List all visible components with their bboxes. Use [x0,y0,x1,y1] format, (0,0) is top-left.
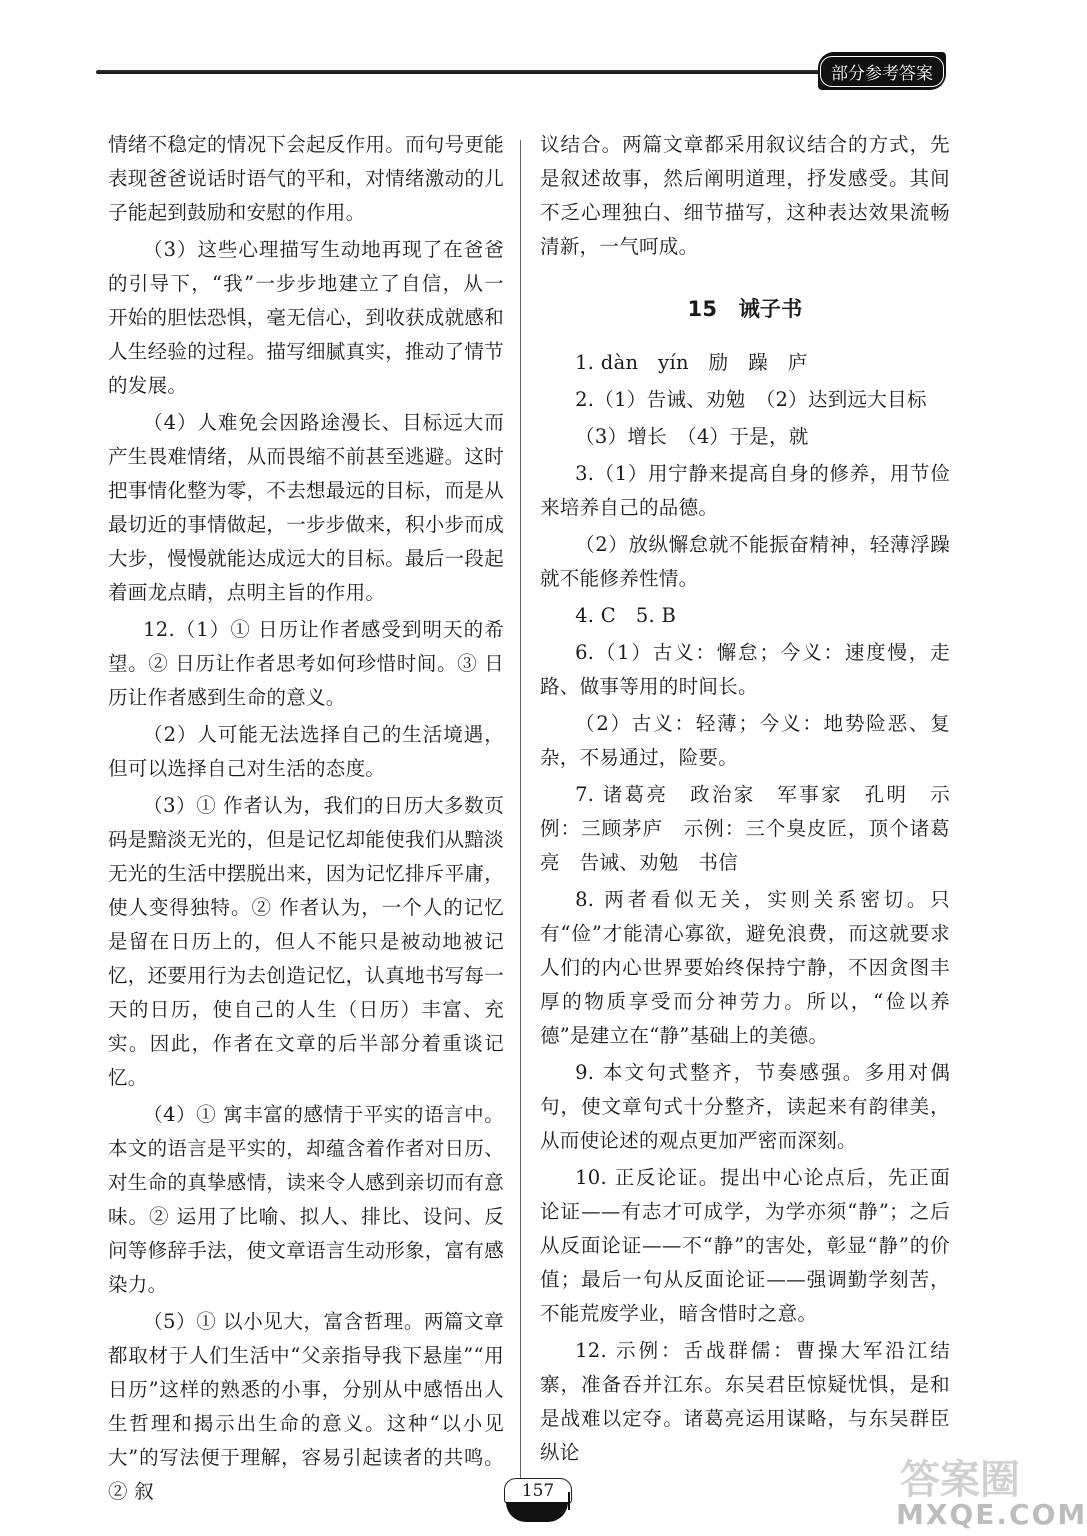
watermark-logo: 答案圈 [900,1457,1020,1503]
answer-paragraph: 3.（1）用宁静来提高自身的修养，用节俭来培养自己的品德。 [540,462,950,519]
page-number-badge [500,1478,576,1528]
answer-paragraph: 1. dàn yín 励 躁 庐 [575,351,808,374]
answer-paragraph: 10. 正反论证。提出中心论点后，先正面论证——有志才可成学，为学亦须“静”；之后从反面论证——不“静”的害处，彰显“静”的价值；最后一句从反面论证——强调勤学刻苦，不能荒废学业，暗含惜时之意。 [540,1166,950,1325]
header-rule [96,70,820,74]
watermark [890,1448,1087,1534]
answer-paragraph: 2.（1）告诫、劝勉 （2）达到远大目标 [575,388,927,411]
answer-paragraph: 8. 两者看似无关，实则关系密切。只有“俭”才能清心寡欲，避免浪费，而这就要求人们的内心世界要始终保持宁静，不因贪图丰厚的物质享受而分神劳力。所以，“俭以养德”是建立在“静”基础上的美德。 [540,888,950,1047]
answer-paragraph: （4）① 寓丰富的感情于平实的语言中。本文的语言是平实的，却蕴含着作者对日历、对生命的真挚感情，读来令人感到亲切而有意味。② 运用了比喻、拟人、排比、设问、反问等修辞手法，使文章语言生动形象，富有感染力。 [108,1103,505,1296]
section-label-tab [818,52,946,90]
column-divider [520,140,521,1500]
answer-paragraph: 6.（1）古义：懈怠；今义：速度慢，走路、做事等用的时间长。 [540,641,950,698]
answer-paragraph: 12. 示例：舌战群儒：曹操大军沿江结寨，准备吞并江东。东吴君臣惊疑忧惧，是和是战难以定夺。诸葛亮运用谋略，与东吴群臣纵论 [540,1339,950,1464]
answer-paragraph: （3）① 作者认为，我们的日历大多数页码是黯淡无光的，但是记忆却能使我们从黯淡无光的生活中摆脱出来，因为记忆排斥平庸，使人变得独特。② 作者认为，一个人的记忆是留在日历上的，但人不能只是被动地被记忆，还要用行为去创造记忆，认真地书写每一天的日历，使自己的人生（日历）丰富、充实。因此，作者在文章的后半部分着重谈记忆。 [108,794,505,1089]
right-answers [540,346,950,1470]
section-label: 部分参考答案 [820,56,944,87]
answer-paragraph: （5）① 以小见大，富含哲理。两篇文章都取材于人们生活中“父亲指导我下悬崖”“用日历”这样的熟悉的小事，分别从中感悟出人生哲理和揭示出生命的意义。这种“以小见大”的写法便于理解，容易引起读者的共鸣。② 叙 [108,1310,504,1503]
answer-paragraph: 情绪不稳定的情况下会起反作用。而句号更能表现爸爸说话时语气的平和，对情绪激动的儿子能起到鼓励和安慰的作用。 [108,133,505,224]
answer-paragraph: 9. 本文句式整齐，节奏感强。多用对偶句，使文章句式十分整齐，读起来有韵律美，从而使论述的观点更加严密而深刻。 [540,1061,950,1152]
answer-paragraph: （3）这些心理描写生动地再现了在爸爸的引导下，“我”一步步地建立了自信，从一开始的胆怯恐惧，毫无信心，到收获成就感和人生经验的过程。描写细腻真实，推动了情节的发展。 [108,238,505,397]
tassel-icon [568,1492,570,1510]
right-column [540,128,950,1473]
answer-paragraph: （4）人难免会因路途漫长、目标远大而产生畏难情绪，从而畏缩不前甚至逃避。这时把事情化整为零，不去想最远的目标，而是从最切近的事情做起，一步步做来，积小步而成大步，慢慢就能达成远大的目标。最后一段起着画龙点睛，点明主旨的作用。 [108,411,505,604]
answer-paragraph: 12.（1）① 日历让作者感受到明天的希望。② 日历让作者思考如何珍惜时间。③ 日历让作者感到生命的意义。 [108,618,504,709]
answer-paragraph: 7. 诸葛亮 政治家 军事家 孔明 示例：三顾茅庐 示例：三个臭皮匠，顶个诸葛亮 告诫、劝勉 书信 [540,783,950,874]
mortarboard-icon [506,1502,568,1522]
left-column [108,128,504,1512]
answer-paragraph: （3）增长 （4）于是，就 [575,425,809,448]
answer-paragraph: （2）人可能无法选择自己的生活境遇，但可以选择自己对生活的态度。 [108,723,504,780]
section-title: 15 诫子书 [687,297,803,321]
page-number: 157 [504,1478,572,1504]
answer-paragraph: （2）古义：轻薄；今义：地势险恶、复杂，不易通过，险要。 [540,712,950,769]
right-intro-paragraph: 议结合。两篇文章都采用叙议结合的方式，先是叙述故事，然后阐明道理，抒发感受。其间不乏心理独白、细节描写，这种表达效果流畅清新，一气呵成。 [540,133,950,258]
answer-paragraph: 4. C 5. B [575,604,677,627]
answer-paragraph: （2）放纵懈怠就不能振奋精神，轻薄浮躁就不能修养性情。 [540,533,950,590]
watermark-text: MXQE.COM [896,1498,1087,1531]
